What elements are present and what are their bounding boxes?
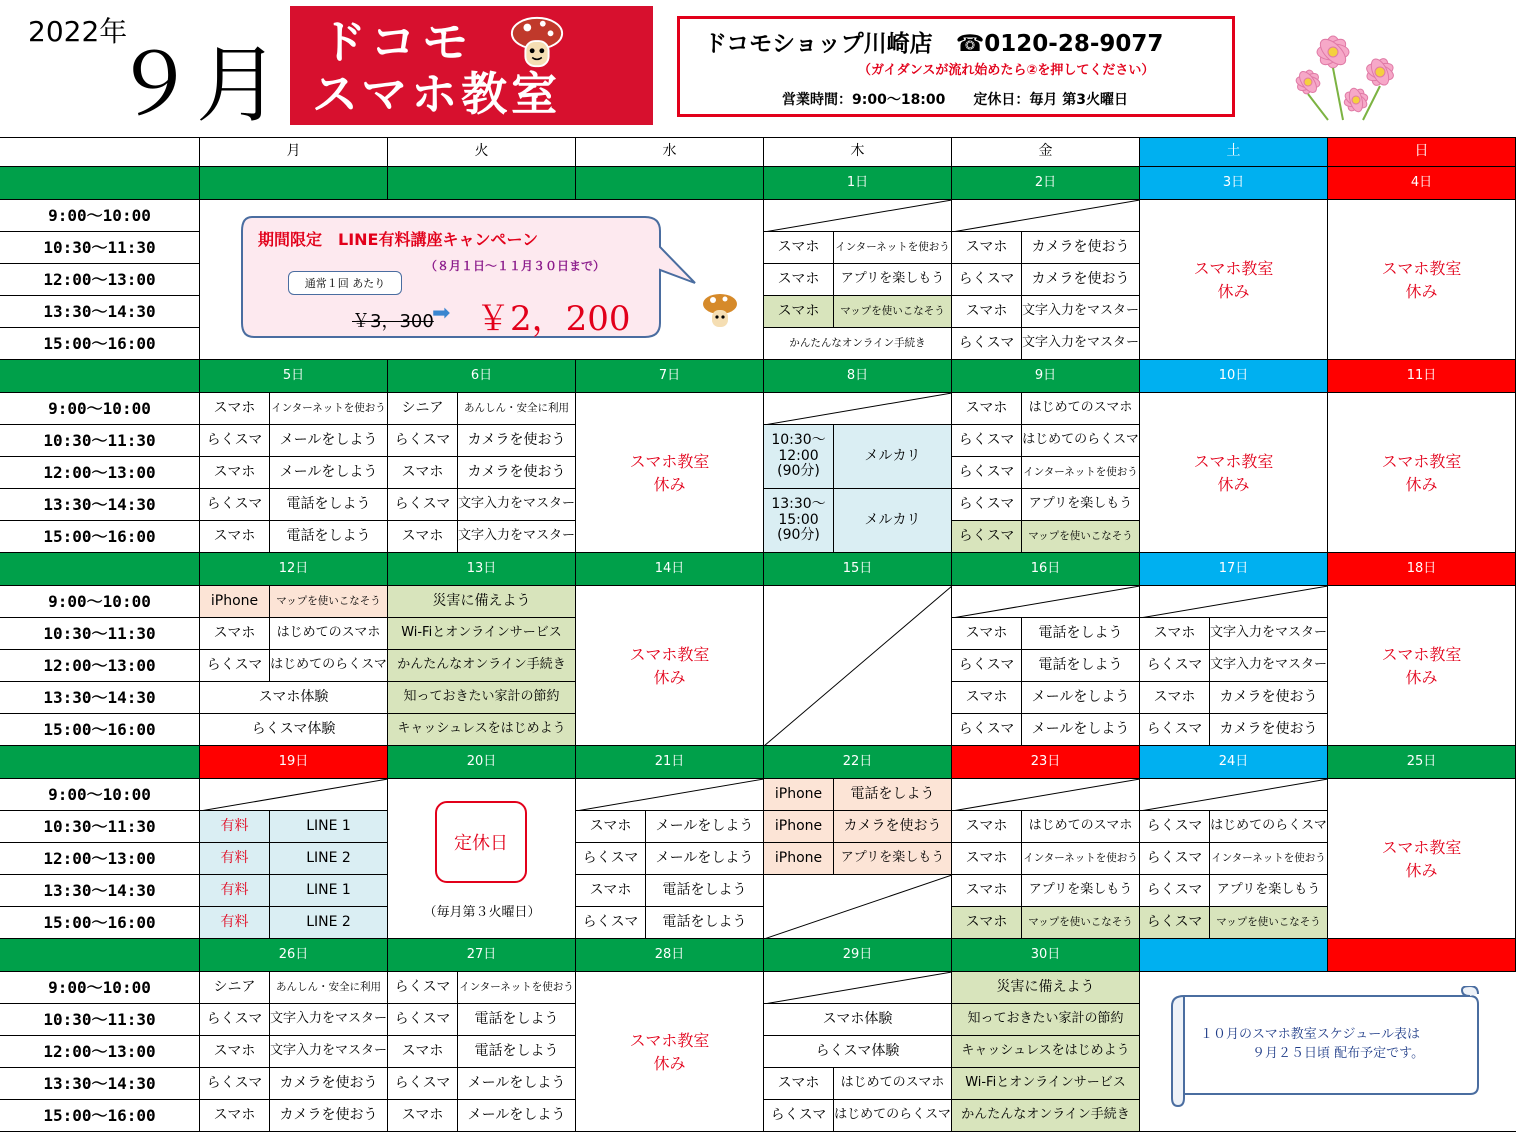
- date-w1-d3: 1日: [764, 167, 952, 200]
- class-type: スマホ: [1140, 682, 1210, 714]
- closed-label: スマホ教室 休み: [629, 1030, 710, 1073]
- class-title: インターネットを使おう: [270, 393, 388, 425]
- time-slot: 9:00～10:00: [0, 972, 200, 1004]
- class-type: 有料: [200, 811, 270, 843]
- class-type: スマホ: [952, 682, 1022, 714]
- class-title: らくスマ体験: [764, 1036, 952, 1068]
- class-type: スマホ: [200, 1036, 270, 1068]
- class-title: インターネットを使おう: [1022, 843, 1140, 875]
- class-title: メールをしよう: [458, 1100, 576, 1132]
- class-title: LINE 2: [270, 843, 388, 875]
- time-slot: 12:00～13:00: [0, 1036, 200, 1068]
- class-title: はじめてのらくスマ: [834, 1100, 952, 1132]
- class-type: らくスマ: [952, 264, 1022, 296]
- class-type: らくスマ: [1140, 843, 1210, 875]
- closed-cell: [1328, 393, 1516, 553]
- date-w1-d4: 2日: [952, 167, 1140, 200]
- diagonal-line: [764, 393, 952, 425]
- class-type: らくスマ: [952, 457, 1022, 489]
- mercari-time: 10:30～ 12:00 (90分): [764, 425, 834, 489]
- date-row-blank: [0, 167, 200, 200]
- time-slot: 13:30～14:30: [0, 296, 200, 328]
- date-w2-d5: 10日: [1140, 360, 1328, 393]
- date-w4-d5: 24日: [1140, 746, 1328, 779]
- date-w2-d3: 8日: [764, 360, 952, 393]
- mercari-class: メルカリ: [834, 425, 952, 489]
- class-title: メールをしよう: [646, 843, 764, 875]
- closed-cell: [1328, 200, 1516, 360]
- date-w3-d3: 15日: [764, 553, 952, 586]
- closed-label: スマホ教室 休み: [1193, 258, 1274, 301]
- weekday-5: 土: [1140, 137, 1328, 167]
- next-schedule-notice: [1170, 986, 1480, 1086]
- class-title: アプリを楽しもう: [1022, 489, 1140, 521]
- class-type: スマホ: [576, 811, 646, 843]
- date-w2-d2: 7日: [576, 360, 764, 393]
- diagonal-line: [764, 875, 952, 939]
- class-type: らくスマ: [200, 425, 270, 457]
- class-title: メールをしよう: [646, 811, 764, 843]
- class-type: 有料: [200, 907, 270, 939]
- class-type: スマホ: [952, 232, 1022, 264]
- class-type: スマホ: [576, 875, 646, 907]
- closed-label: スマホ教室 休み: [629, 644, 710, 687]
- date-w3-d1: 13日: [388, 553, 576, 586]
- class-title: 文字入力をマスター: [458, 489, 576, 521]
- time-slot: 9:00～10:00: [0, 200, 200, 232]
- time-slot: 10:30～11:30: [0, 618, 200, 650]
- time-slot: 9:00～10:00: [0, 586, 200, 618]
- weekday-2: 水: [576, 137, 764, 167]
- class-type: らくスマ: [952, 714, 1022, 746]
- seminar-title: Wi-Fiとオンラインサービス: [952, 1068, 1140, 1100]
- class-type: らくスマ: [952, 425, 1022, 457]
- diagonal-line: [952, 779, 1140, 811]
- holiday-note: （毎月第３火曜日）: [423, 905, 541, 920]
- class-type: らくスマ: [388, 1068, 458, 1100]
- class-title: アプリを楽しもう: [1210, 875, 1328, 907]
- cosmos-flower-icon: [1278, 20, 1428, 125]
- class-type: スマホ: [1140, 618, 1210, 650]
- closed-cell: [1328, 586, 1516, 746]
- date-w3-d4: 16日: [952, 553, 1140, 586]
- date-w3-d2: 14日: [576, 553, 764, 586]
- date-w5-d6: [1328, 939, 1516, 972]
- logo-line1: ドコモ: [320, 15, 475, 69]
- date-row-blank: [0, 746, 200, 779]
- class-title: はじめてのらくスマ: [270, 650, 388, 682]
- date-w5-d5: [1140, 939, 1328, 972]
- class-title: カメラを使おう: [458, 457, 576, 489]
- date-w1-d1: [388, 167, 576, 200]
- calendar-grid: [0, 137, 1516, 1128]
- date-row-blank: [0, 939, 200, 972]
- closed-cell: [576, 586, 764, 746]
- date-row-blank: [0, 553, 200, 586]
- class-title: LINE 1: [270, 811, 388, 843]
- class-type: スマホ: [952, 296, 1022, 328]
- time-slot: 10:30～11:30: [0, 811, 200, 843]
- campaign-title: 期間限定 LINE有料講座キャンペーン: [258, 230, 539, 249]
- date-w4-d4: 23日: [952, 746, 1140, 779]
- closed-cell: [576, 393, 764, 553]
- class-type: スマホ: [952, 618, 1022, 650]
- year-label: 2022年: [28, 15, 128, 48]
- date-w2-d1: 6日: [388, 360, 576, 393]
- class-title: カメラを使おう: [270, 1068, 388, 1100]
- date-w5-d4: 30日: [952, 939, 1140, 972]
- class-title: マップを使いこなそう: [270, 586, 388, 618]
- class-title: はじめてのスマホ: [1022, 393, 1140, 425]
- class-type: らくスマ: [1140, 875, 1210, 907]
- date-w3-d5: 17日: [1140, 553, 1328, 586]
- class-type: スマホ: [952, 811, 1022, 843]
- time-slot: 15:00～16:00: [0, 907, 200, 939]
- class-title: アプリを楽しもう: [834, 843, 952, 875]
- class-title: カメラを使おう: [270, 1100, 388, 1132]
- date-w2-d4: 9日: [952, 360, 1140, 393]
- class-type: 有料: [200, 875, 270, 907]
- class-title: カメラを使おう: [1022, 232, 1140, 264]
- closed-label: スマホ教室 休み: [1381, 837, 1462, 880]
- closed-cell: [1328, 779, 1516, 939]
- diagonal-line: [1140, 779, 1328, 811]
- diagonal-line: [200, 779, 388, 811]
- closed-label: スマホ教室 休み: [1381, 644, 1462, 687]
- class-title: 電話をしよう: [834, 779, 952, 811]
- class-title: はじめてのらくスマ: [1210, 811, 1328, 843]
- class-type: スマホ: [200, 521, 270, 553]
- class-title: アプリを楽しもう: [834, 264, 952, 296]
- date-w1-d6: 4日: [1328, 167, 1516, 200]
- seminar-title: 知っておきたい家計の節約: [952, 1004, 1140, 1036]
- campaign-period: （８月１日～１１月３０日まで）: [425, 259, 606, 273]
- class-type: らくスマ: [388, 1004, 458, 1036]
- time-slot: 12:00～13:00: [0, 650, 200, 682]
- seminar-title: 災害に備えよう: [952, 972, 1140, 1004]
- closed-cell: [1140, 393, 1328, 553]
- class-type: らくスマ: [388, 489, 458, 521]
- class-title: カメラを使おう: [1022, 264, 1140, 296]
- class-type: スマホ: [200, 618, 270, 650]
- class-title: はじめてのスマホ: [834, 1068, 952, 1100]
- class-title: 文字入力をマスター: [270, 1004, 388, 1036]
- class-title: 文字入力をマスター: [1210, 618, 1328, 650]
- class-title: はじめてのスマホ: [1022, 811, 1140, 843]
- class-type: スマホ: [764, 296, 834, 328]
- seminar-title: かんたんなオンライン手続き: [952, 1100, 1140, 1132]
- class-title: インターネットを使おう: [834, 232, 952, 264]
- seminar-title: 知っておきたい家計の節約: [388, 682, 576, 714]
- seminar-title: かんたんなオンライン手続き: [388, 650, 576, 682]
- date-w3-d6: 18日: [1328, 553, 1516, 586]
- class-type: らくスマ: [952, 521, 1022, 553]
- class-type: スマホ: [388, 1100, 458, 1132]
- class-title: LINE 1: [270, 875, 388, 907]
- class-type: らくスマ: [388, 425, 458, 457]
- date-w5-d3: 29日: [764, 939, 952, 972]
- class-type: シニア: [200, 972, 270, 1004]
- class-type: らくスマ: [200, 489, 270, 521]
- class-title: 電話をしよう: [270, 489, 388, 521]
- shop-info-box: [677, 16, 1235, 117]
- date-w5-d1: 27日: [388, 939, 576, 972]
- class-title: 文字入力をマスター: [1210, 650, 1328, 682]
- class-type: iPhone: [764, 843, 834, 875]
- date-w5-d0: 26日: [200, 939, 388, 972]
- class-type: らくスマ: [1140, 650, 1210, 682]
- business-hours: 営業時間：9:00～18:00 定休日：毎月 第3火曜日: [782, 92, 1128, 108]
- holiday-box: 定休日: [435, 801, 527, 883]
- class-type: スマホ: [200, 393, 270, 425]
- closed-label: スマホ教室 休み: [1193, 451, 1274, 494]
- class-type: スマホ: [764, 1068, 834, 1100]
- time-slot: 12:00～13:00: [0, 843, 200, 875]
- new-price: ￥2，200: [476, 299, 631, 339]
- class-type: らくスマ: [200, 1004, 270, 1036]
- header: [0, 0, 1516, 137]
- weekday-6: 日: [1328, 137, 1516, 167]
- class-type: スマホ: [952, 875, 1022, 907]
- time-slot: 9:00～10:00: [0, 393, 200, 425]
- closed-cell: [576, 972, 764, 1132]
- class-title: カメラを使おう: [458, 425, 576, 457]
- mercari-class: メルカリ: [834, 489, 952, 553]
- closed-label: スマホ教室 休み: [1381, 258, 1462, 301]
- closed-label: スマホ教室 休み: [629, 451, 710, 494]
- class-title: 文字入力をマスター: [458, 521, 576, 553]
- class-title: スマホ体験: [200, 682, 388, 714]
- class-title: メールをしよう: [1022, 682, 1140, 714]
- class-title: メールをしよう: [270, 425, 388, 457]
- class-type: らくスマ: [388, 972, 458, 1004]
- class-title: インターネットを使おう: [458, 972, 576, 1004]
- class-title: 文字入力をマスター: [1022, 328, 1140, 360]
- time-slot: 13:30～14:30: [0, 875, 200, 907]
- class-type: スマホ: [388, 521, 458, 553]
- weekday-1: 火: [388, 137, 576, 167]
- date-w2-d6: 11日: [1328, 360, 1516, 393]
- mushroom-mascot-icon: [508, 14, 566, 72]
- class-title: 文字入力をマスター: [1022, 296, 1140, 328]
- mushroom-mascot-icon: [700, 290, 740, 330]
- class-type: スマホ: [388, 457, 458, 489]
- class-title: マップを使いこなそう: [1022, 907, 1140, 939]
- time-slot: 10:30～11:30: [0, 425, 200, 457]
- time-slot: 10:30～11:30: [0, 232, 200, 264]
- diagonal-line: [764, 972, 952, 1004]
- diagonal-line: [576, 779, 764, 811]
- class-type: スマホ: [388, 1036, 458, 1068]
- class-type: らくスマ: [764, 1100, 834, 1132]
- seminar-title: Wi-Fiとオンラインサービス: [388, 618, 576, 650]
- class-type: らくスマ: [1140, 811, 1210, 843]
- weekday-header-blank: [0, 137, 200, 167]
- class-type: スマホ: [200, 1100, 270, 1132]
- time-slot: 12:00～13:00: [0, 264, 200, 296]
- class-title: インターネットを使おう: [1210, 843, 1328, 875]
- class-title: スマホ体験: [764, 1004, 952, 1036]
- diagonal-line: [952, 586, 1140, 618]
- class-title: カメラを使おう: [1210, 714, 1328, 746]
- class-type: らくスマ: [952, 489, 1022, 521]
- class-title: マップを使いこなそう: [834, 296, 952, 328]
- mercari-time: 13:30～ 15:00 (90分): [764, 489, 834, 553]
- class-type: らくスマ: [200, 1068, 270, 1100]
- old-price: ￥3，300: [352, 311, 434, 332]
- class-title: らくスマ体験: [200, 714, 388, 746]
- time-slot: 10:30～11:30: [0, 1004, 200, 1036]
- class-type: 有料: [200, 843, 270, 875]
- guidance-note: （ガイダンスが流れ始めたら②を押してください）: [858, 63, 1155, 78]
- date-w4-d2: 21日: [576, 746, 764, 779]
- class-title: 電話をしよう: [458, 1036, 576, 1068]
- time-slot: 13:30～14:30: [0, 1068, 200, 1100]
- normal-price-label: 通常１回 あたり: [288, 271, 402, 295]
- arrow-right-icon: ➡: [432, 301, 451, 326]
- date-w1-d2: [576, 167, 764, 200]
- date-w4-d3: 22日: [764, 746, 952, 779]
- class-type: らくスマ: [952, 650, 1022, 682]
- logo-line2: スマホ教室: [312, 67, 562, 121]
- class-title: 電話をしよう: [1022, 650, 1140, 682]
- class-title: メールをしよう: [458, 1068, 576, 1100]
- class-title: インターネットを使おう: [1022, 457, 1140, 489]
- class-title: はじめてのらくスマ: [1022, 425, 1140, 457]
- class-type: らくスマ: [952, 328, 1022, 360]
- date-w4-d6: 25日: [1328, 746, 1516, 779]
- class-type: スマホ: [764, 232, 834, 264]
- time-slot: 13:30～14:30: [0, 682, 200, 714]
- date-w2-d0: 5日: [200, 360, 388, 393]
- class-title: カメラを使おう: [834, 811, 952, 843]
- month-label: ９月: [112, 36, 281, 134]
- class-type: らくスマ: [576, 907, 646, 939]
- class-type: らくスマ: [576, 843, 646, 875]
- diagonal-line: [764, 586, 952, 746]
- notice-line2: ９月２５日頃 配布予定です。: [1252, 1046, 1425, 1061]
- date-w3-d0: 12日: [200, 553, 388, 586]
- class-type: iPhone: [764, 811, 834, 843]
- seminar-title: 災害に備えよう: [388, 586, 576, 618]
- class-title: アプリを楽しもう: [1022, 875, 1140, 907]
- diagonal-line: [952, 200, 1140, 232]
- date-w4-d0: 19日: [200, 746, 388, 779]
- class-title: はじめてのスマホ: [270, 618, 388, 650]
- seminar-title: キャッシュレスをはじめよう: [952, 1036, 1140, 1068]
- time-slot: 15:00～16:00: [0, 714, 200, 746]
- docomo-smartphone-class-logo: [290, 6, 653, 125]
- diagonal-line: [1140, 586, 1328, 618]
- date-w5-d2: 28日: [576, 939, 764, 972]
- class-type: iPhone: [200, 586, 270, 618]
- class-title: マップを使いこなそう: [1022, 521, 1140, 553]
- time-slot: 15:00～16:00: [0, 1100, 200, 1132]
- diagonal-line: [764, 200, 952, 232]
- weekday-3: 木: [764, 137, 952, 167]
- time-slot: 9:00～10:00: [0, 779, 200, 811]
- class-type: スマホ: [764, 264, 834, 296]
- class-title: あんしん・安全に利用: [270, 972, 388, 1004]
- weekday-0: 月: [200, 137, 388, 167]
- date-w4-d1: 20日: [388, 746, 576, 779]
- shop-name: ドコモショップ川崎店 ☎0120-28-9077: [704, 31, 1164, 57]
- class-title: 文字入力をマスター: [270, 1036, 388, 1068]
- time-slot: 15:00～16:00: [0, 328, 200, 360]
- class-title: マップを使いこなそう: [1210, 907, 1328, 939]
- class-title: 電話をしよう: [646, 875, 764, 907]
- class-title: 電話をしよう: [646, 907, 764, 939]
- class-title: 電話をしよう: [1022, 618, 1140, 650]
- class-type: シニア: [388, 393, 458, 425]
- class-type: スマホ: [200, 457, 270, 489]
- class-type: らくスマ: [1140, 907, 1210, 939]
- notice-line1: １０月のスマホ教室スケジュール表は: [1200, 1027, 1420, 1042]
- time-slot: 13:30～14:30: [0, 489, 200, 521]
- closed-cell: [1140, 200, 1328, 360]
- line-campaign-callout: [240, 215, 660, 339]
- time-slot: 12:00～13:00: [0, 457, 200, 489]
- class-title: 電話をしよう: [270, 521, 388, 553]
- class-title: メールをしよう: [1022, 714, 1140, 746]
- class-title: メールをしよう: [270, 457, 388, 489]
- class-type: スマホ: [952, 393, 1022, 425]
- class-type: iPhone: [764, 779, 834, 811]
- class-title: あんしん・安全に利用: [458, 393, 576, 425]
- class-type: らくスマ: [200, 650, 270, 682]
- date-w1-d5: 3日: [1140, 167, 1328, 200]
- date-w1-d0: [200, 167, 388, 200]
- time-slot: 15:00～16:00: [0, 521, 200, 553]
- class-title: 電話をしよう: [458, 1004, 576, 1036]
- class-type: らくスマ: [1140, 714, 1210, 746]
- class-type: スマホ: [952, 843, 1022, 875]
- divider: [0, 137, 1516, 138]
- class-title: かんたんなオンライン手続き: [764, 328, 952, 360]
- date-row-blank: [0, 360, 200, 393]
- class-title: LINE 2: [270, 907, 388, 939]
- closed-label: スマホ教室 休み: [1381, 451, 1462, 494]
- class-type: スマホ: [952, 907, 1022, 939]
- class-title: カメラを使おう: [1210, 682, 1328, 714]
- seminar-title: キャッシュレスをはじめよう: [388, 714, 576, 746]
- weekday-4: 金: [952, 137, 1140, 167]
